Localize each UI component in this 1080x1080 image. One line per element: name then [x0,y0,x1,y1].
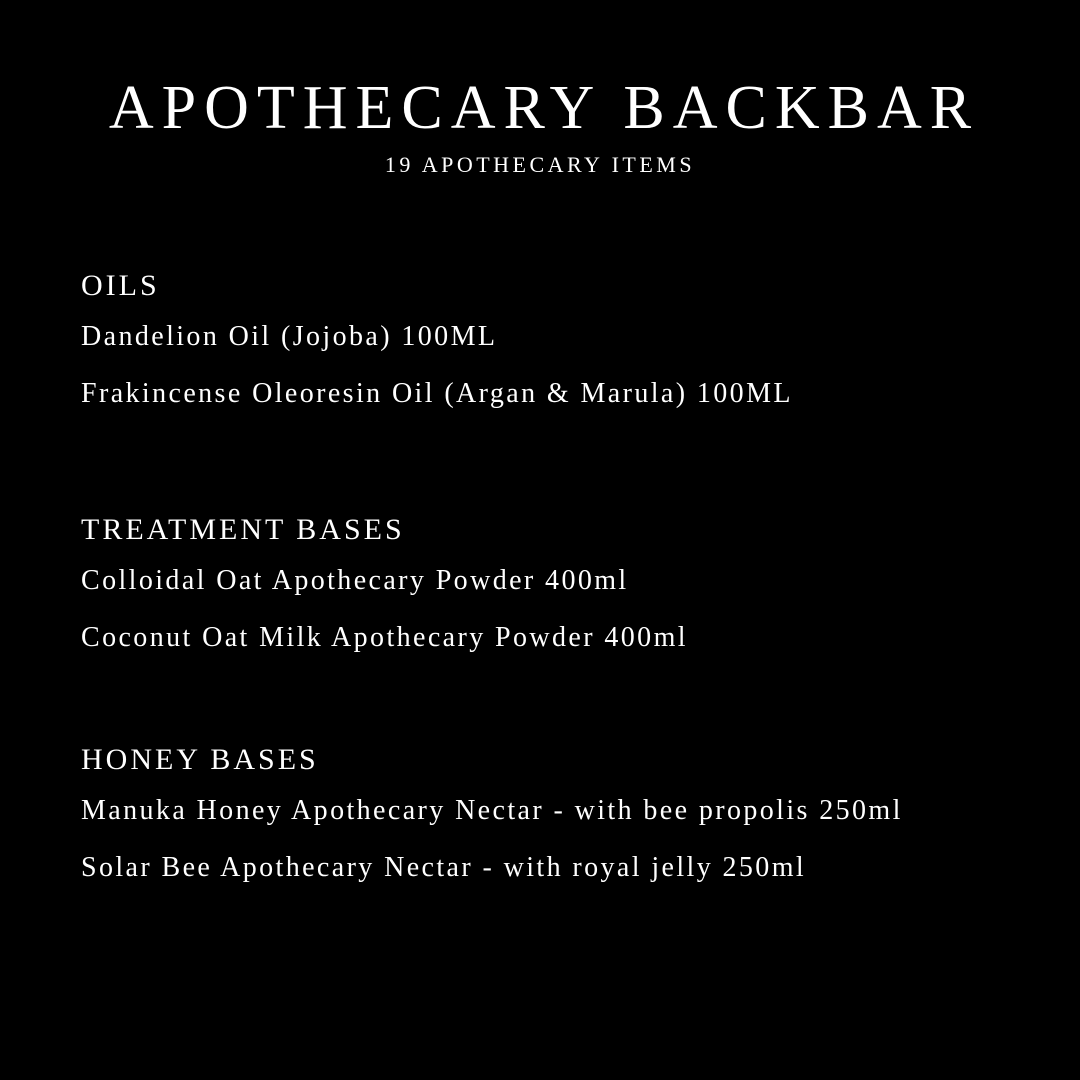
section-title-oils: OILS [81,269,160,302]
list-item: Solar Bee Apothecary Nectar - with royal jelly 250ml [81,852,807,883]
list-item: Frakincense Oleoresin Oil (Argan & Marula) 100ML [81,378,793,409]
section-title-honey-bases: HONEY BASES [81,743,319,776]
section-treatment-bases [81,510,688,678]
list-item: Coconut Oat Milk Apothecary Powder 400ml [81,622,688,653]
section-title-treatment-bases: TREATMENT BASES [81,513,405,546]
page-title: APOTHECARY BACKBAR [108,74,980,142]
header [0,72,1080,178]
list-item: Colloidal Oat Apothecary Powder 400ml [81,565,629,596]
section-oils [81,266,793,434]
list-item: Manuka Honey Apothecary Nectar - with bee propolis 250ml [81,795,903,826]
list-item: Dandelion Oil (Jojoba) 100ML [81,321,498,352]
item-count-subtitle: 19 APOTHECARY ITEMS [384,152,696,177]
section-honey-bases [81,740,903,908]
